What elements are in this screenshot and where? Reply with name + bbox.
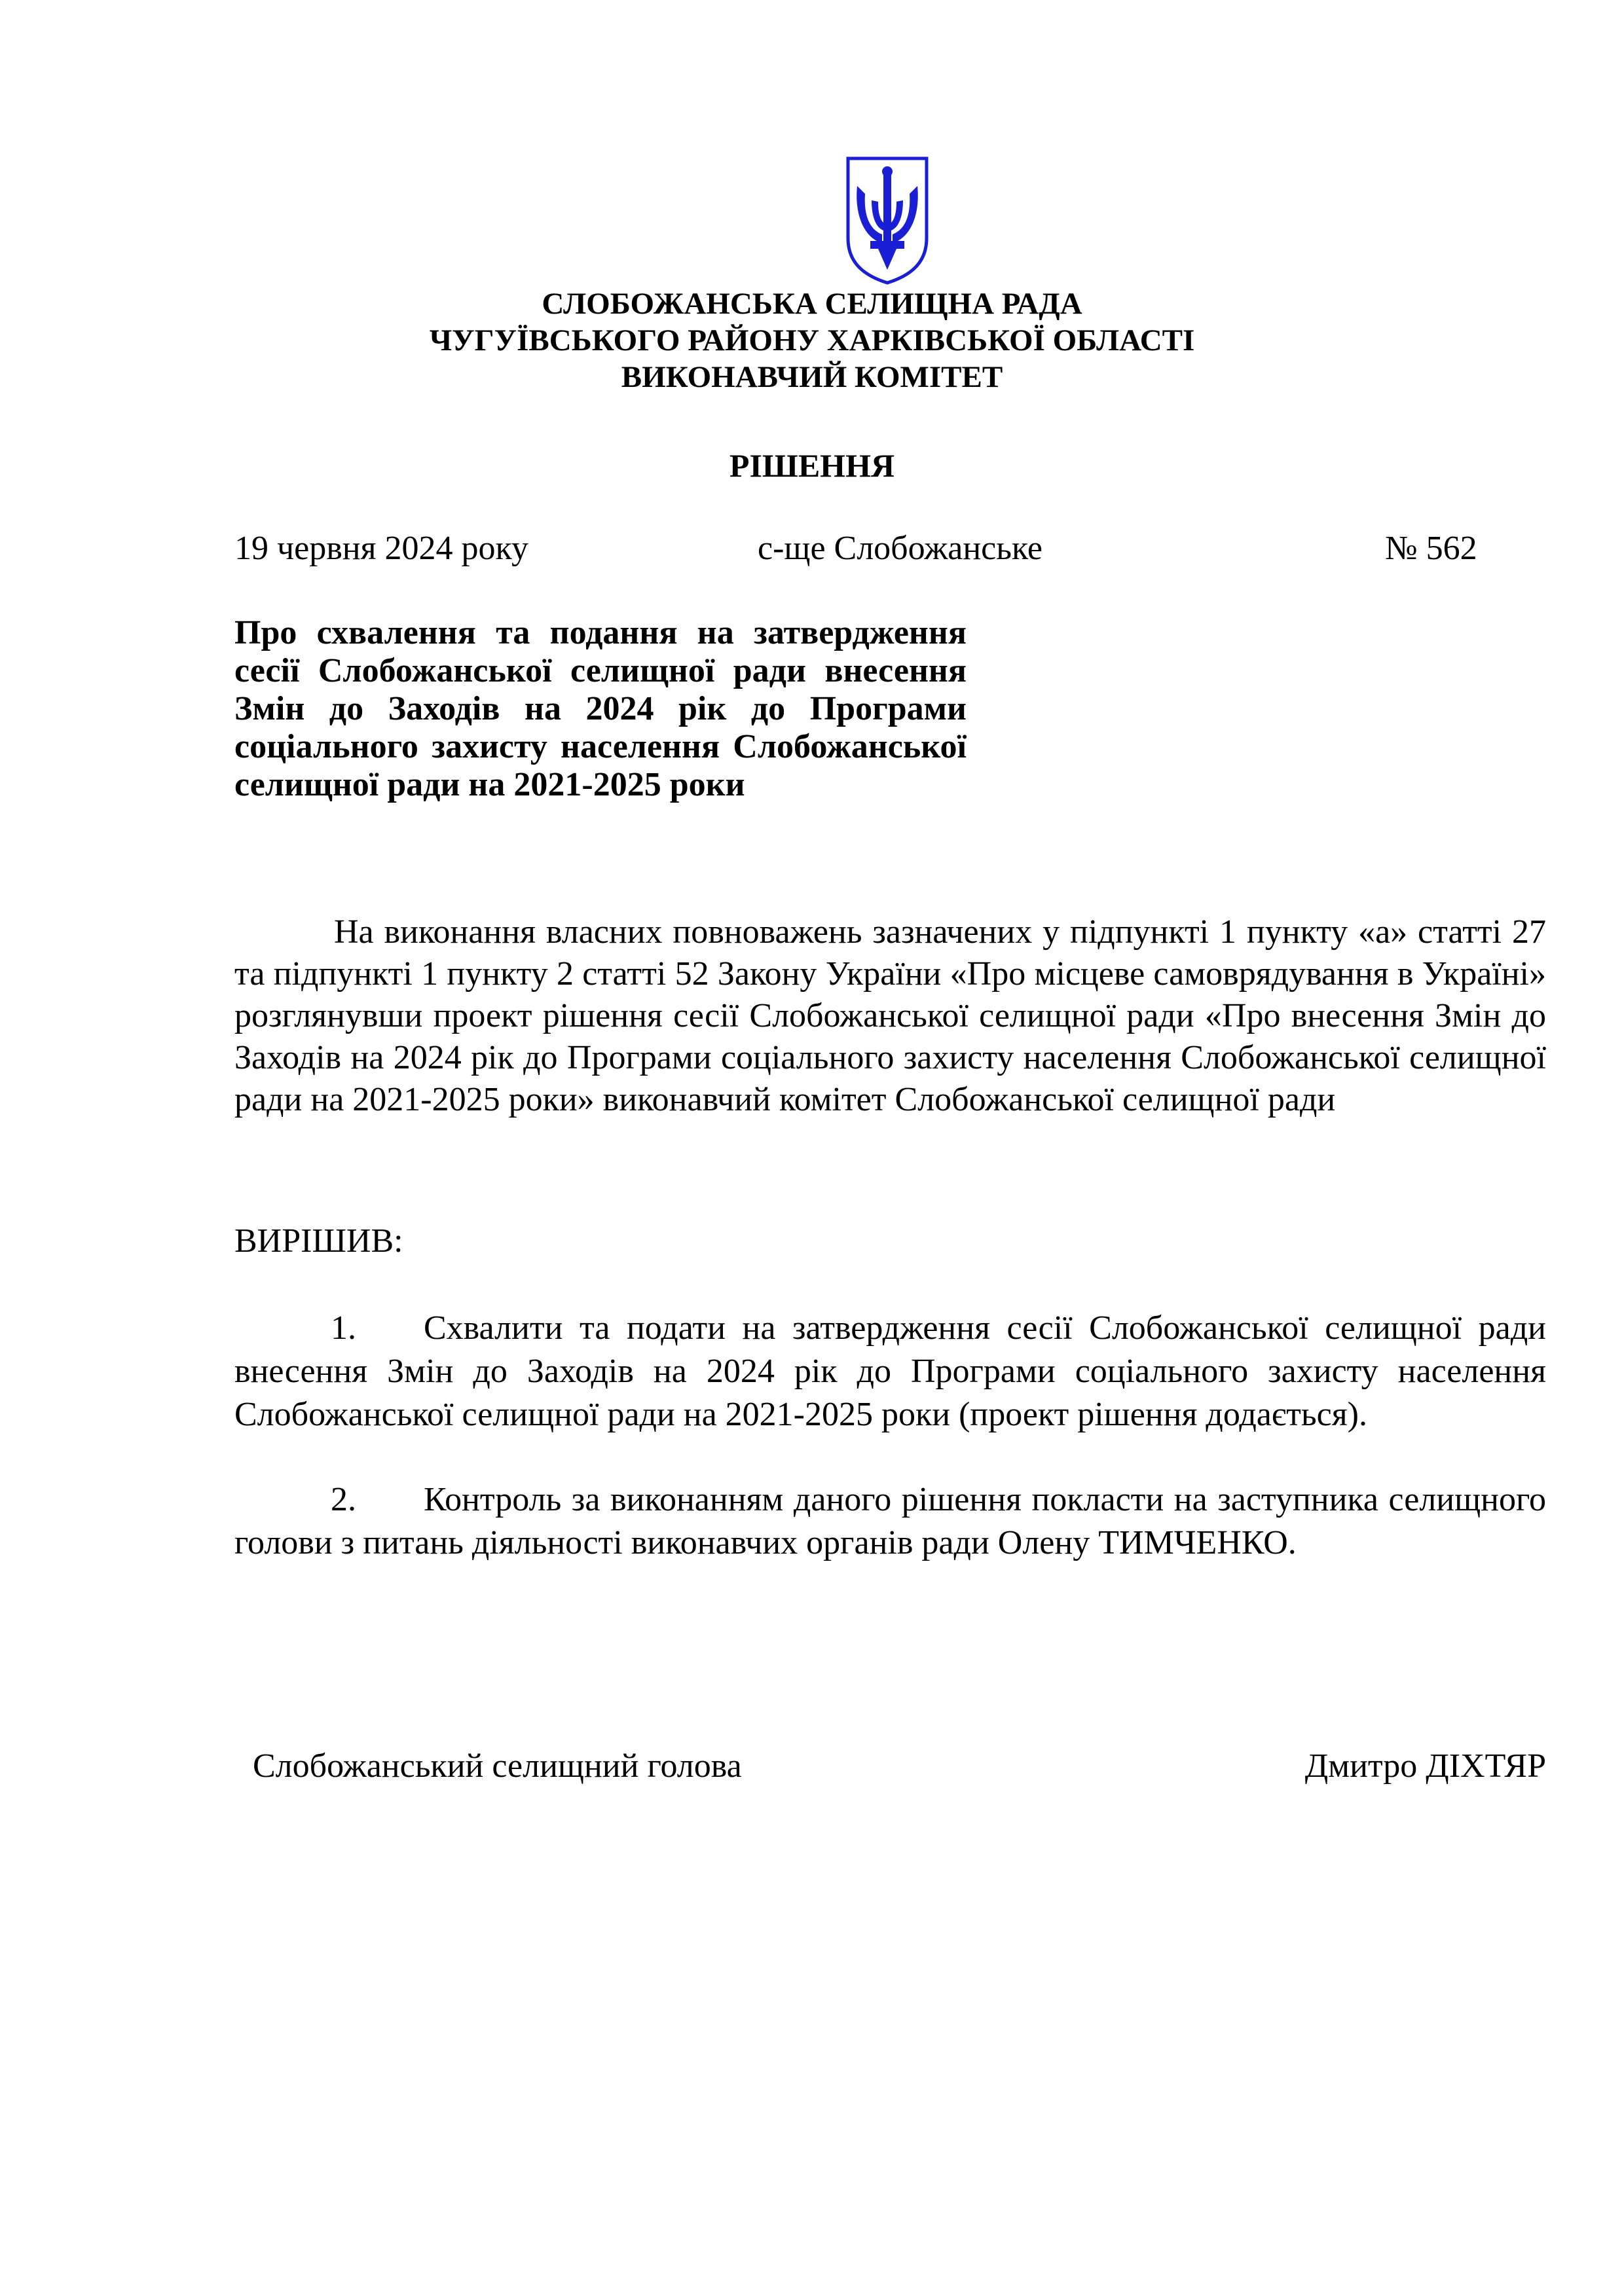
- signature-position: Слобожанський селищний голова: [253, 1747, 742, 1785]
- header-council: СЛОБОЖАНСЬКА СЕЛИЩНА РАДА: [542, 287, 1082, 321]
- decision-date: 19 червня 2024 року: [234, 530, 529, 567]
- document-title: РІШЕННЯ: [729, 447, 895, 484]
- decision-subject: Про схвалення та подання на затвердження сесії Слобожанської селищної ради внесення Змін до Заходів на 2024 рік до Програми соціального захисту населення Слобожанської селищної ради на 2021-2025 роки: [234, 614, 967, 803]
- trident-coat-of-arms-icon: [843, 155, 932, 285]
- decision-number: № 562: [1385, 530, 1477, 567]
- signature-name: Дмитро ДІХТЯР: [1304, 1747, 1546, 1785]
- item-text: Схвалити та подати на затвердження сесії Слобожанської селищної ради внесення Змін до Заходів на 2024 рік до Програми соціального захисту населення Слобожанської селищної ради на 2021-2025 роки (проект рішення додається).: [234, 1309, 1546, 1433]
- header-committee: ВИКОНАВЧИЙ КОМІТЕТ: [621, 360, 1003, 394]
- decision-item-2: [234, 1478, 1546, 1565]
- item-number: 1.: [331, 1309, 356, 1347]
- item-text: Контроль за виконанням даного рішення покласти на заступника селищного голови з питань діяльності виконавчих органів ради Олену ТИМЧЕНКО.: [234, 1481, 1546, 1561]
- preamble-paragraph: На виконання власних повноважень зазначених у підпункті 1 пункту «а» статті 27 та підпункті 1 пункту 2 статті 52 Закону України «Про місцеве самоврядування в Україні» розглянувши проект рішення сесії Слобожанської селищної ради «Про внесення Змін до Заходів на 2024 рік до Програми соціального захисту населення Слобожанської селищної ради на 2021-2025 роки» виконавчий комітет Слобожанської селищної ради: [234, 913, 1546, 1118]
- decision-place: с-ще Слобожанське: [758, 530, 1043, 567]
- item-number: 2.: [331, 1481, 356, 1518]
- organization-header: [0, 285, 1624, 395]
- decision-item-1: [234, 1307, 1546, 1436]
- decided-label: ВИРІШИВ:: [234, 1222, 403, 1260]
- header-district: ЧУГУЇВСЬКОГО РАЙОНУ ХАРКІВСЬКОЇ ОБЛАСТІ: [429, 323, 1195, 357]
